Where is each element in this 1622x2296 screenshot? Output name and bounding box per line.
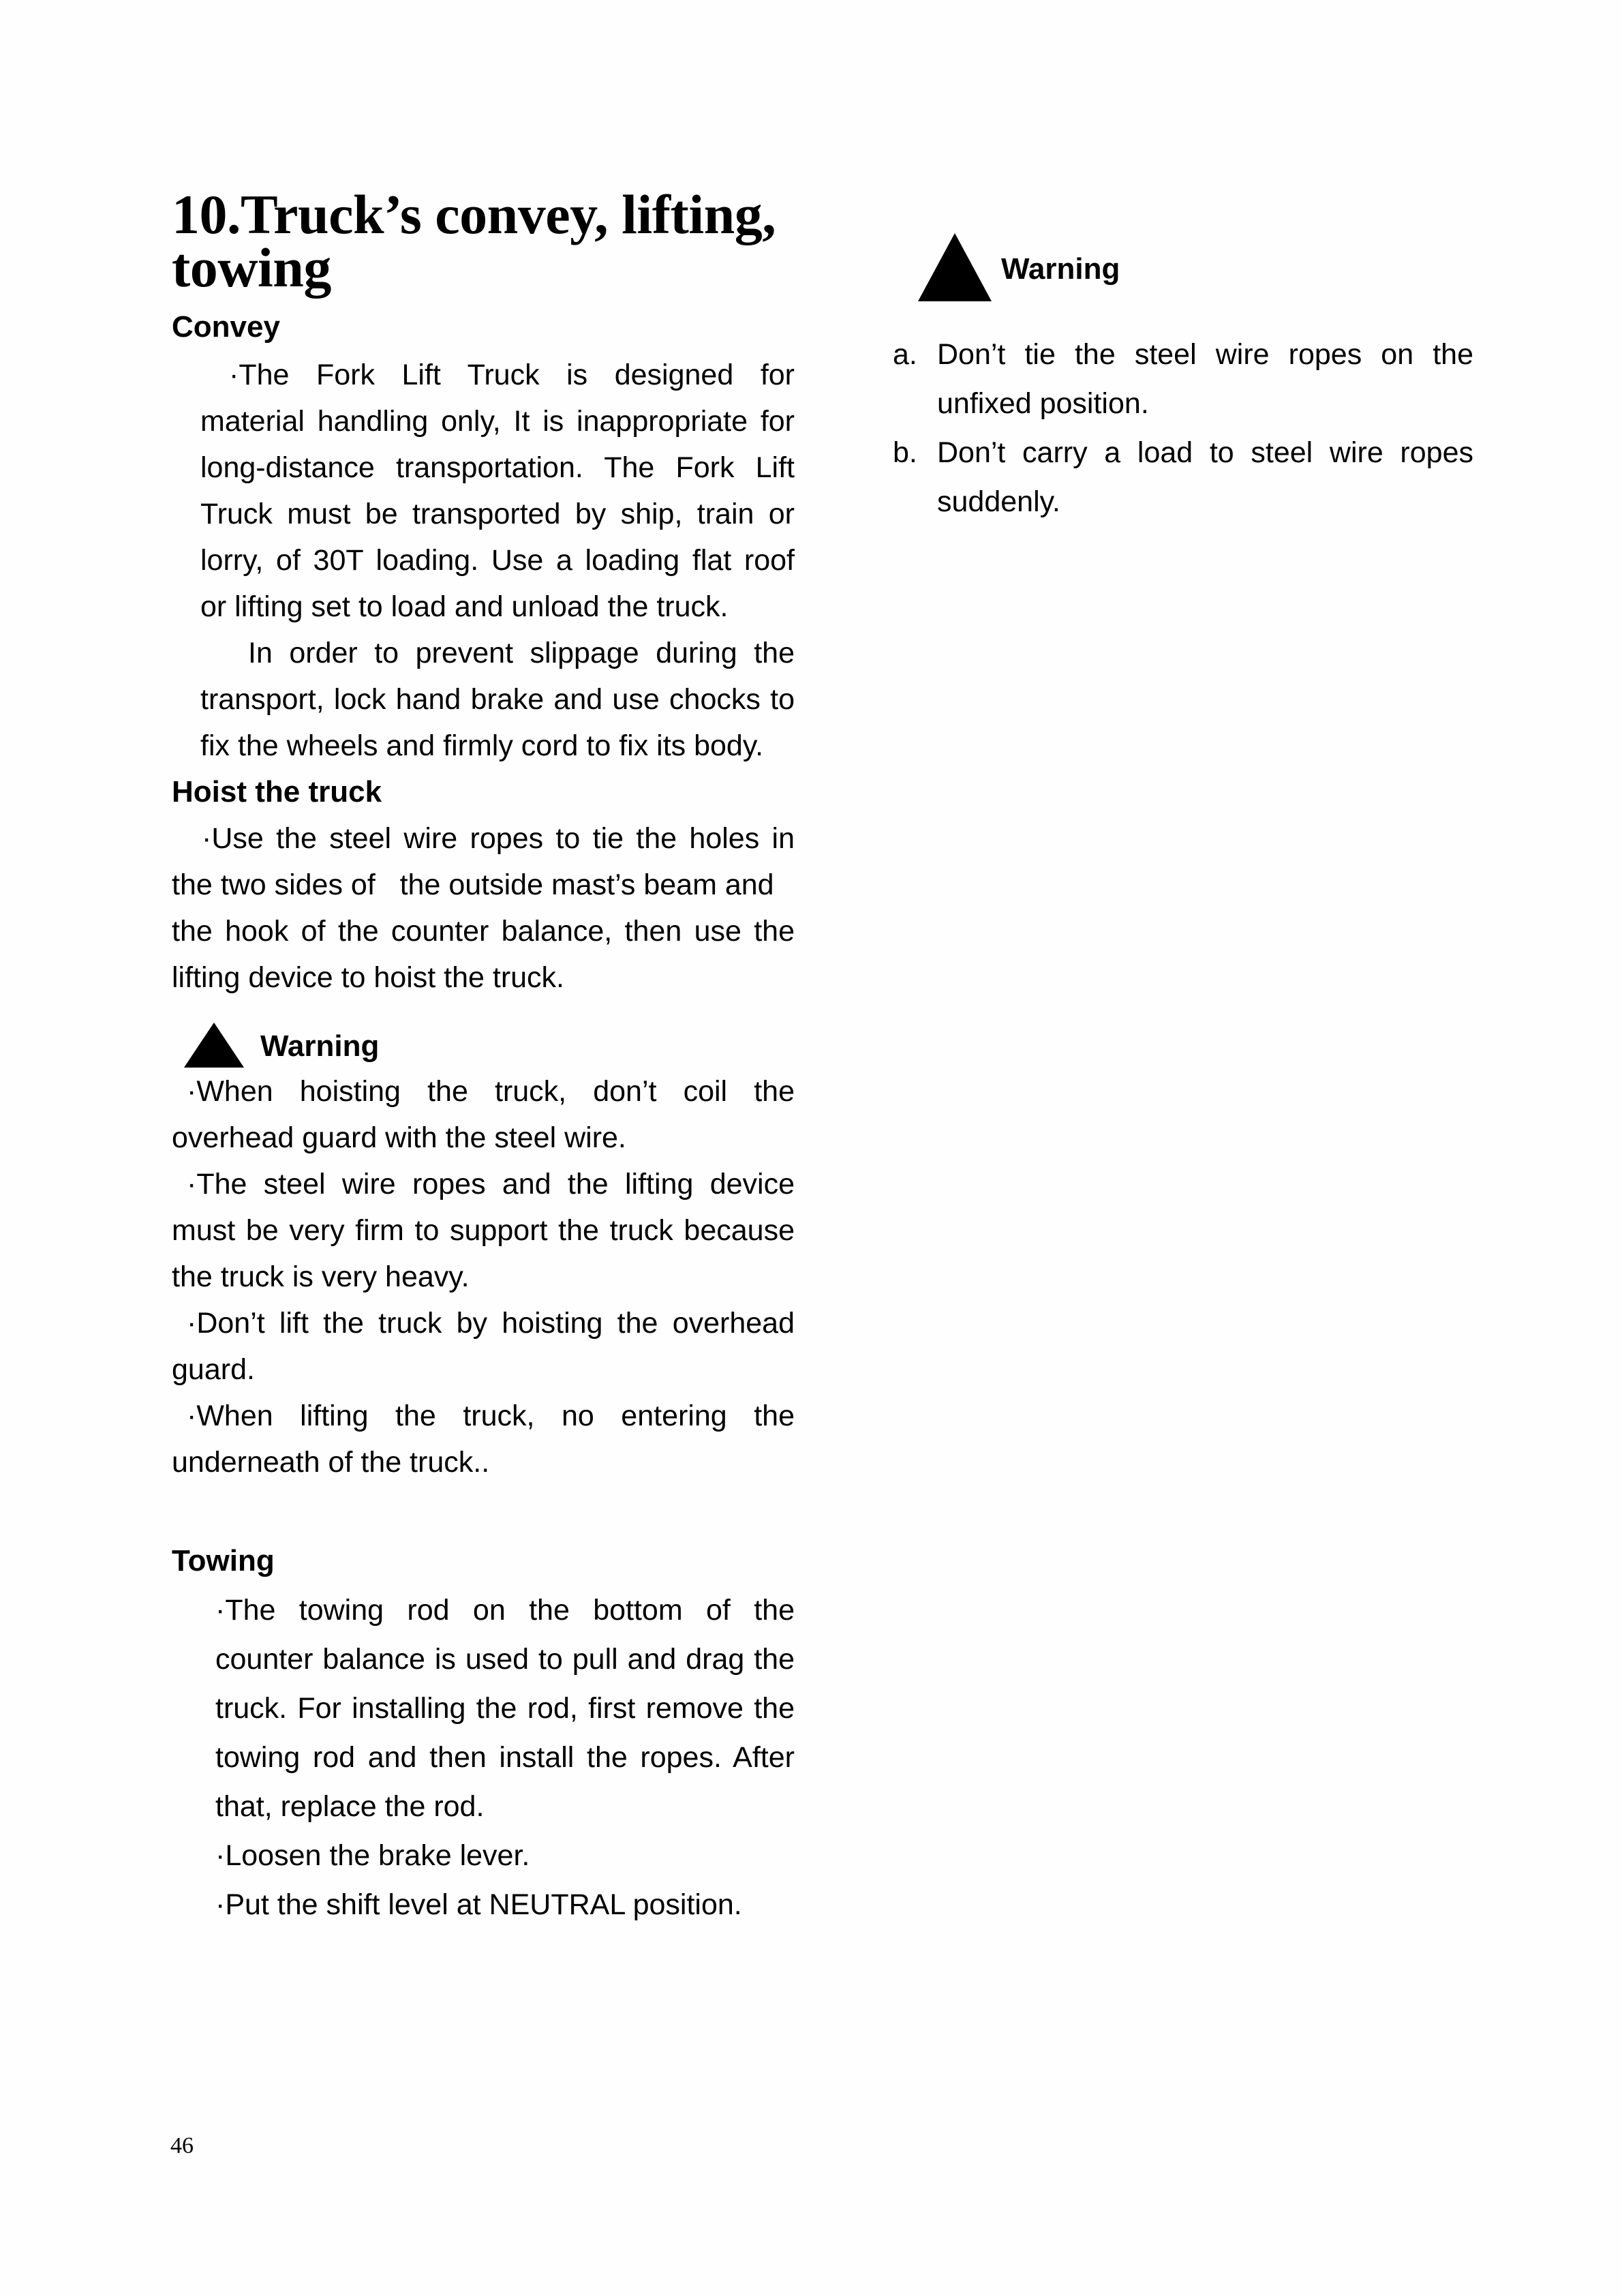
text-line: Don’t tie the steel wire ropes on the — [937, 338, 1473, 371]
text-line: underneath of the truck.. — [172, 1446, 490, 1479]
text-line: In order to prevent slippage during the — [248, 637, 795, 669]
text-line: Truck must be transported by ship, train or — [200, 498, 795, 530]
text-line: guard. — [172, 1353, 255, 1386]
text-line: or lifting set to load and unload the truck. — [200, 590, 729, 623]
text-line: Don’t carry a load to steel wire ropes — [937, 436, 1473, 469]
text-line: truck. For installing the rod, first remove the — [215, 1692, 795, 1725]
list-marker: b. — [893, 436, 917, 469]
hoist-warning-header — [184, 1023, 379, 1068]
warning-triangle-icon — [184, 1023, 244, 1068]
warning-label: Warning — [260, 1029, 380, 1063]
section-heading-hoist: Hoist the truck — [172, 775, 382, 809]
text-line: lifting device to hoist the truck. — [172, 961, 565, 994]
towing-step: ·Put the shift level at NEUTRAL position. — [215, 1888, 742, 1921]
text-line: ·When lifting the truck, no entering the — [187, 1400, 795, 1432]
page-title — [172, 183, 826, 299]
text-line: ·Don’t lift the truck by hoisting the overhead — [187, 1307, 795, 1340]
text-line: the truck is very heavy. — [172, 1260, 470, 1293]
text-line: lorry, of 30T loading. Use a loading flat roof — [200, 544, 795, 577]
text-line: ·Use the steel wire ropes to tie the holes in — [202, 822, 795, 855]
text-line: transport, lock hand brake and use chocks to — [200, 683, 795, 716]
towing-step: ·Loosen the brake lever. — [215, 1839, 530, 1872]
text-line: ·The Fork Lift Truck is designed for — [229, 359, 795, 391]
text-line: ·The towing rod on the bottom of the — [215, 1594, 795, 1627]
warning-label: Warning — [1001, 252, 1120, 286]
text-line: that, replace the rod. — [215, 1790, 485, 1823]
text-line: material handling only, It is inappropriate for — [200, 405, 795, 438]
text-line: ·The steel wire ropes and the lifting device — [187, 1168, 795, 1200]
text-line: the hook of the counter balance, then use the — [172, 915, 795, 948]
text-line: must be very firm to support the truck because — [172, 1214, 795, 1247]
list-marker: a. — [893, 338, 917, 371]
section-heading-towing: Towing — [172, 1544, 275, 1577]
text-line: counter balance is used to pull and drag the — [215, 1643, 795, 1676]
text-line: suddenly. — [937, 485, 1060, 518]
warning-triangle-icon — [918, 233, 992, 301]
text-line: towing rod and then install the ropes. After — [215, 1741, 795, 1774]
right-warning-header — [918, 233, 1120, 301]
text-line: fix the wheels and firmly cord to fix its body. — [200, 729, 764, 762]
page-title-line-2: towing — [172, 237, 331, 299]
text-line: the two sides of the outside mast’s beam and — [172, 868, 774, 901]
page-title-line-1: 10.Truck’s convey, lifting, — [172, 183, 776, 245]
page-number: 46 — [170, 2133, 194, 2158]
text-line: overhead guard with the steel wire. — [172, 1121, 626, 1154]
text-line: long-distance transportation. The Fork Lift — [200, 451, 795, 484]
text-line: unfixed position. — [937, 387, 1149, 420]
section-heading-convey: Convey — [172, 310, 280, 344]
text-line: ·When hoisting the truck, don’t coil the — [187, 1075, 795, 1108]
